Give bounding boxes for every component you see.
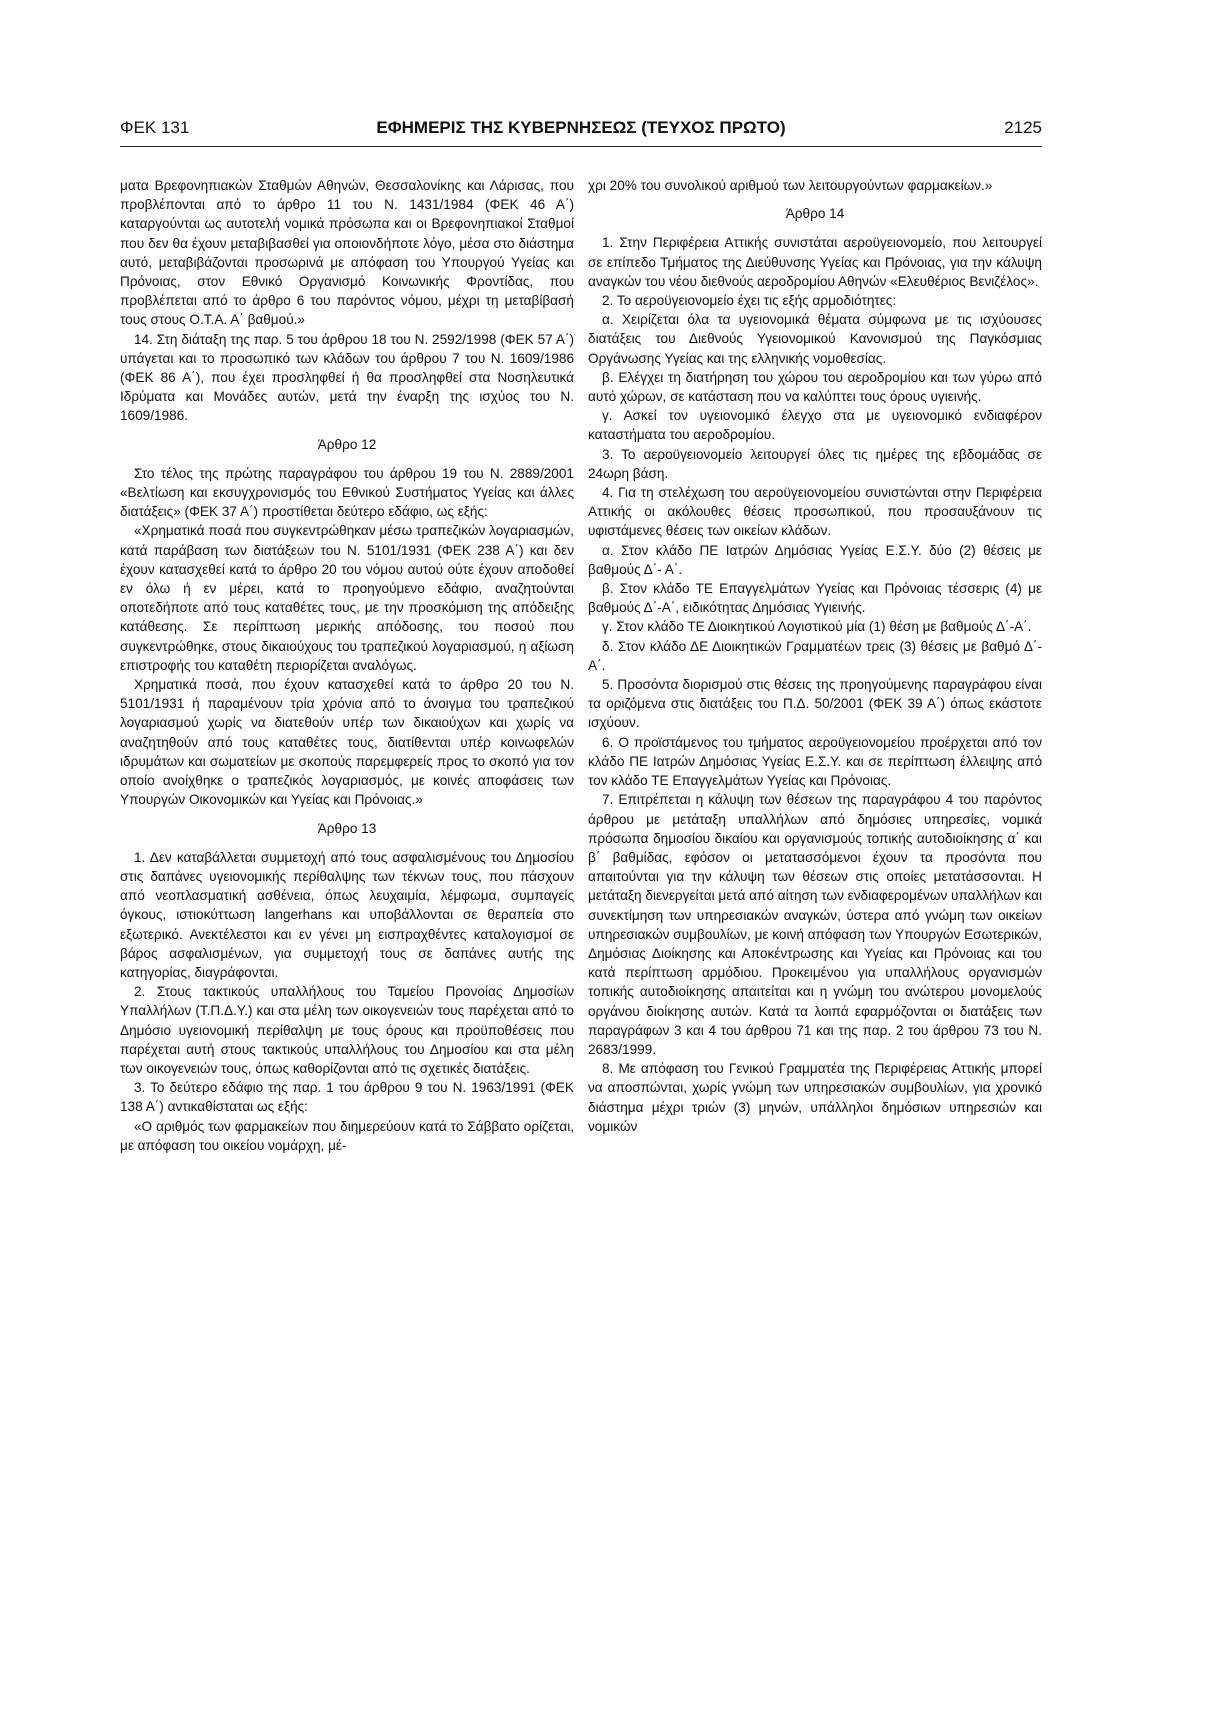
- paragraph: 8. Με απόφαση του Γενικού Γραμματέα της Περιφέρειας Αττικής μπορεί να αποσπώνται, χωρίς γνώμη των υπηρεσιακών συμβουλίων, για χρονικό διάστημα μέχρι τριών (3) μηνών, υπάλληλοι δημόσιων υπηρεσιών και νομικών: [588, 1061, 1042, 1134]
- article-heading: Άρθρο 13: [317, 820, 377, 836]
- paragraph: 14. Στη διάταξη της παρ. 5 του άρθρου 18 του Ν. 2592/1998 (ΦΕΚ 57 Α΄) υπάγεται και το προσωπικό των κλάδων του άρθρου 7 του Ν. 1609/1986 (ΦΕΚ 86 Α΄), που έχει προσληφθεί ή θα προσληφθεί στα Νοσηλευτικά Ιδρύματα και Μονάδες αυτών, μετά την έναρξη της ισχύος του Ν. 1609/1986.: [120, 331, 574, 424]
- paragraph: β. Στον κλάδο ΤΕ Επαγγελμάτων Υγείας και Πρόνοιας τέσσερις (4) με βαθμούς Δ΄-Α΄, ειδικότητας Δημόσιας Υγιεινής.: [588, 581, 1042, 616]
- left-text-column: [120, 176, 574, 1155]
- paragraph: Στο τέλος της πρώτης παραγράφου του άρθρου 19 του Ν. 2889/2001 «Βελτίωση και εκσυγχρονισμός του Εθνικού Συστήματος Υγείας και άλλες διατάξεις» (ΦΕΚ 37 Α΄) προστίθεται δεύτερο εδάφιο, ως εξής:: [120, 465, 574, 520]
- page-number: 2125: [1004, 118, 1042, 137]
- paragraph: δ. Στον κλάδο ΔΕ Διοικητικών Γραμματέων τρεις (3) θέσεις με βαθμό Δ΄- Α΄.: [588, 638, 1042, 673]
- right-text-column: [588, 176, 1042, 1136]
- paragraph: 1. Δεν καταβάλλεται συμμετοχή από τους ασφαλισμένους του Δημοσίου στις δαπάνες υγειονομικής περίθαλψης των τέκνων τους, που πάσχουν από νεοπλασματική ασθένεια, όπως λευχαιμία, λέμφωμα, συμπαγείς όγκους, ιστιοκύττωση langerhans και υποβάλλονται σε θεραπεία στο εξωτερικό. Ανεκτέλεστοι και εν γένει μη εισπραχθέντες καταλογισμοί σε βάρος ασφαλισμένων, για συμμετοχή τους σε δαπάνες αυτής της κατηγορίας, διαγράφονται.: [120, 849, 574, 980]
- gazette-issue-number: ΦΕΚ 131: [120, 118, 190, 137]
- page-header: [120, 116, 1042, 147]
- gazette-title: ΕΦΗΜΕΡΙΣ ΤΗΣ ΚΥΒΕΡΝΗΣΕΩΣ (ΤΕΥΧΟΣ ΠΡΩΤΟ): [376, 118, 786, 137]
- paragraph: 3. Το δεύτερο εδάφιο της παρ. 1 του άρθρου 9 του Ν. 1963/1991 (ΦΕΚ 138 Α΄) αντικαθίσταται ως εξής:: [120, 1080, 574, 1115]
- paragraph: «Ο αριθμός των φαρμακείων που διημερεύουν κατά το Σάββατο ορίζεται, με απόφαση του οικείου νομάρχη, μέ-: [120, 1118, 574, 1153]
- paragraph: 7. Επιτρέπεται η κάλυψη των θέσεων της παραγράφου 4 του παρόντος άρθρου με μετάταξη υπαλλήλων από δημόσιες υπηρεσίες, νομικά πρόσωπα δημοσίου δικαίου και οργανισμούς τοπικής αυτοδιοίκησης α΄ και β΄ βαθμίδας, εφόσον οι μετατασσόμενοι έχουν τα προσόντα που απαιτούνται για την κάλυψη των θέσεων στις οποίες μετατάσσονται. Η μετάταξη διενεργείται μετά από αίτηση των ενδιαφερομένων υπαλλήλων και συνεκτίμηση των υπηρεσιακών αναγκών, ύστερα από γνώμη των οικείων υπηρεσιακών συμβουλίων, με κοινή απόφαση των Υπουργών Εσωτερικών, Δημόσιας Διοίκησης και Αποκέντρωσης και Υγείας και Πρόνοιας και του κατά περίπτωση αρμόδιου. Προκειμένου για υπαλλήλους οργανισμών τοπικής αυτοδιοίκησης απαιτείται και η γνώμη του ανώτερου μονομελούς οργάνου διοίκησης αυτών. Κατά τα λοιπά εφαρμόζονται οι διατάξεις των παραγράφων 3 και 4 του άρθρου 71 και της παρ. 2 του άρθρου 73 του Ν. 2683/1999.: [588, 792, 1042, 1057]
- paragraph: 1. Στην Περιφέρεια Αττικής συνιστάται αεροϋγειονομείο, που λειτουργεί σε επίπεδο Τμήματος της Διεύθυνσης Υγείας και Πρόνοιας, για την κάλυψη αναγκών του νέου διεθνούς αεροδρομίου Αθηνών «Ελευθέριος Βενιζέλος».: [588, 235, 1042, 289]
- paragraph: 3. Το αεροϋγειονομείο λειτουργεί όλες τις ημέρες της εβδομάδας σε 24ωρη βάση.: [588, 446, 1042, 481]
- paragraph: 4. Για τη στελέχωση του αεροϋγειονομείου συνιστώνται στην Περιφέρεια Αττικής οι ακόλουθες θέσεις προσωπικού, που προσαυξάνουν τις υφιστάμενες θέσεις των οικείων κλάδων.: [588, 485, 1042, 539]
- paragraph: ματα Βρεφονηπιακών Σταθμών Αθηνών, Θεσσαλονίκης και Λάρισας, που προβλέπονται από το άρθρο 11 του Ν. 1431/1984 (ΦΕΚ 46 Α΄) καταργούνται ως αυτοτελή νομικά πρόσωπα και οι Βρεφονηπιακοί Σταθμοί που δεν θα έχουν μεταβιβασθεί για οποιονδήποτε λόγο, μέσα στο διάστημα αυτό, μεταβιβάζονται προσωρινά με απόφαση του Υπουργού Υγείας και Πρόνοιας, στον Εθνικό Οργανισμό Κοινωνικής Φροντίδας, που προβλέπεται από το άρθρο 6 του παρόντος νόμου, μέχρι τη μεταβίβασή τους στους Ο.Τ.Α. Α΄ βαθμού.»: [120, 178, 574, 328]
- paragraph: β. Ελέγχει τη διατήρηση του χώρου του αεροδρομίου και των γύρω από αυτό χώρων, σε κατάσταση που να καλύπτει τους όρους υγιεινής.: [588, 369, 1042, 405]
- article-heading: Άρθρο 12: [317, 436, 377, 452]
- paragraph: χρι 20% του συνολικού αριθμού των λειτουργούντων φαρμακείων.»: [588, 178, 993, 193]
- paragraph: 2. Στους τακτικούς υπαλλήλους του Ταμείου Προνοίας Δημοσίων Υπαλλήλων (Τ.Π.Δ.Υ.) και στα μέλη των οικογενειών τους παρέχεται από το Δημόσιο υγειονομική περίθαλψη με τους όρους και προϋποθέσεις που παρέχεται αυτή στους τακτικούς υπαλλήλους του Δημοσίου και στα μέλη των οικογενειών τους, όπως καθορίζονται από τις σχετικές διατάξεις.: [120, 984, 574, 1076]
- paragraph: γ. Ασκεί τον υγειονομικό έλεγχο στα με υγειονομικό ενδιαφέρον καταστήματα του αεροδρομίου.: [588, 408, 1042, 443]
- paragraph: «Χρηματικά ποσά που συγκεντρώθηκαν μέσω τραπεζικών λογαριασμών, κατά παράβαση των διατάξεων του Ν. 5101/1931 (ΦΕΚ 238 Α΄) και δεν έχουν κατασχεθεί κατά το άρθρο 20 του νόμου αυτού ούτε έχουν αποδοθεί εν όλω ή εν μέρει, κατά το προηγούμενο εδάφιο, αναζητούνται οποτεδήποτε από τους καταθέτες τους, με την προσκόμιση της απόδειξης κατάθεσης. Σε περίπτωση μερικής απόδοσης, του ποσού που συγκεντρώθηκε, στους δικαιούχους του τραπεζικού λογαριασμού, η αξίωση επιστροφής του καταθέτη περιορίζεται αναλόγως.: [120, 523, 574, 673]
- paragraph: α. Στον κλάδο ΠΕ Ιατρών Δημόσιας Υγείας Ε.Σ.Υ. δύο (2) θέσεις με βαθμούς Δ΄- Α΄.: [588, 542, 1042, 577]
- paragraph: Χρηματικά ποσά, που έχουν κατασχεθεί κατά το άρθρο 20 του Ν. 5101/1931 ή παραμένουν τρία χρόνια από το άνοιγμα του τραπεζικού λογαριασμού χωρίς να διατεθούν υπέρ των δικαιούχων και χωρίς να αναζητηθούν από τους καταθέτες τους, διατίθενται υπέρ κοινωφελών ιδρυμάτων και σωματείων με σκοπούς παρεμφερείς προς το σκοπό για τον οποίο ανοίχθηκε ο τραπεζικός λογαριασμός, με κοινές αποφάσεις των Υπουργών Οικονομικών και Υγείας και Πρόνοιας.»: [120, 677, 574, 808]
- article-heading: Άρθρο 14: [785, 206, 845, 222]
- paragraph: 6. Ο προϊστάμενος του τμήματος αεροϋγειονομείου προέρχεται από τον κλάδο ΠΕ Ιατρών Δημόσιας Υγείας Ε.Σ.Υ. και σε περίπτωση έλλειψης από τον κλάδο ΤΕ Επαγγελμάτων Υγείας και Πρόνοιας.: [588, 734, 1042, 789]
- paragraph: γ. Στον κλάδο ΤΕ Διοικητικού Λογιστικού μία (1) θέση με βαθμούς Δ΄-Α΄.: [602, 619, 1032, 635]
- paragraph: 2. Το αεροϋγειονομείο έχει τις εξής αρμοδιότητες:: [602, 293, 897, 309]
- paragraph: 5. Προσόντα διορισμού στις θέσεις της προηγούμενης παραγράφου είναι τα οριζόμενα στις διατάξεις του Π.Δ. 50/2001 (ΦΕΚ 39 Α΄) όπως εκάστοτε ισχύουν.: [588, 677, 1042, 731]
- paragraph: α. Χειρίζεται όλα τα υγειονομικά θέματα σύμφωνα με τις ισχύουσες διατάξεις του Διεθνούς Υγειονομικού Κανονισμού της Παγκόσμιας Οργάνωσης Υγείας και της ελληνικής νομοθεσίας.: [588, 312, 1042, 366]
